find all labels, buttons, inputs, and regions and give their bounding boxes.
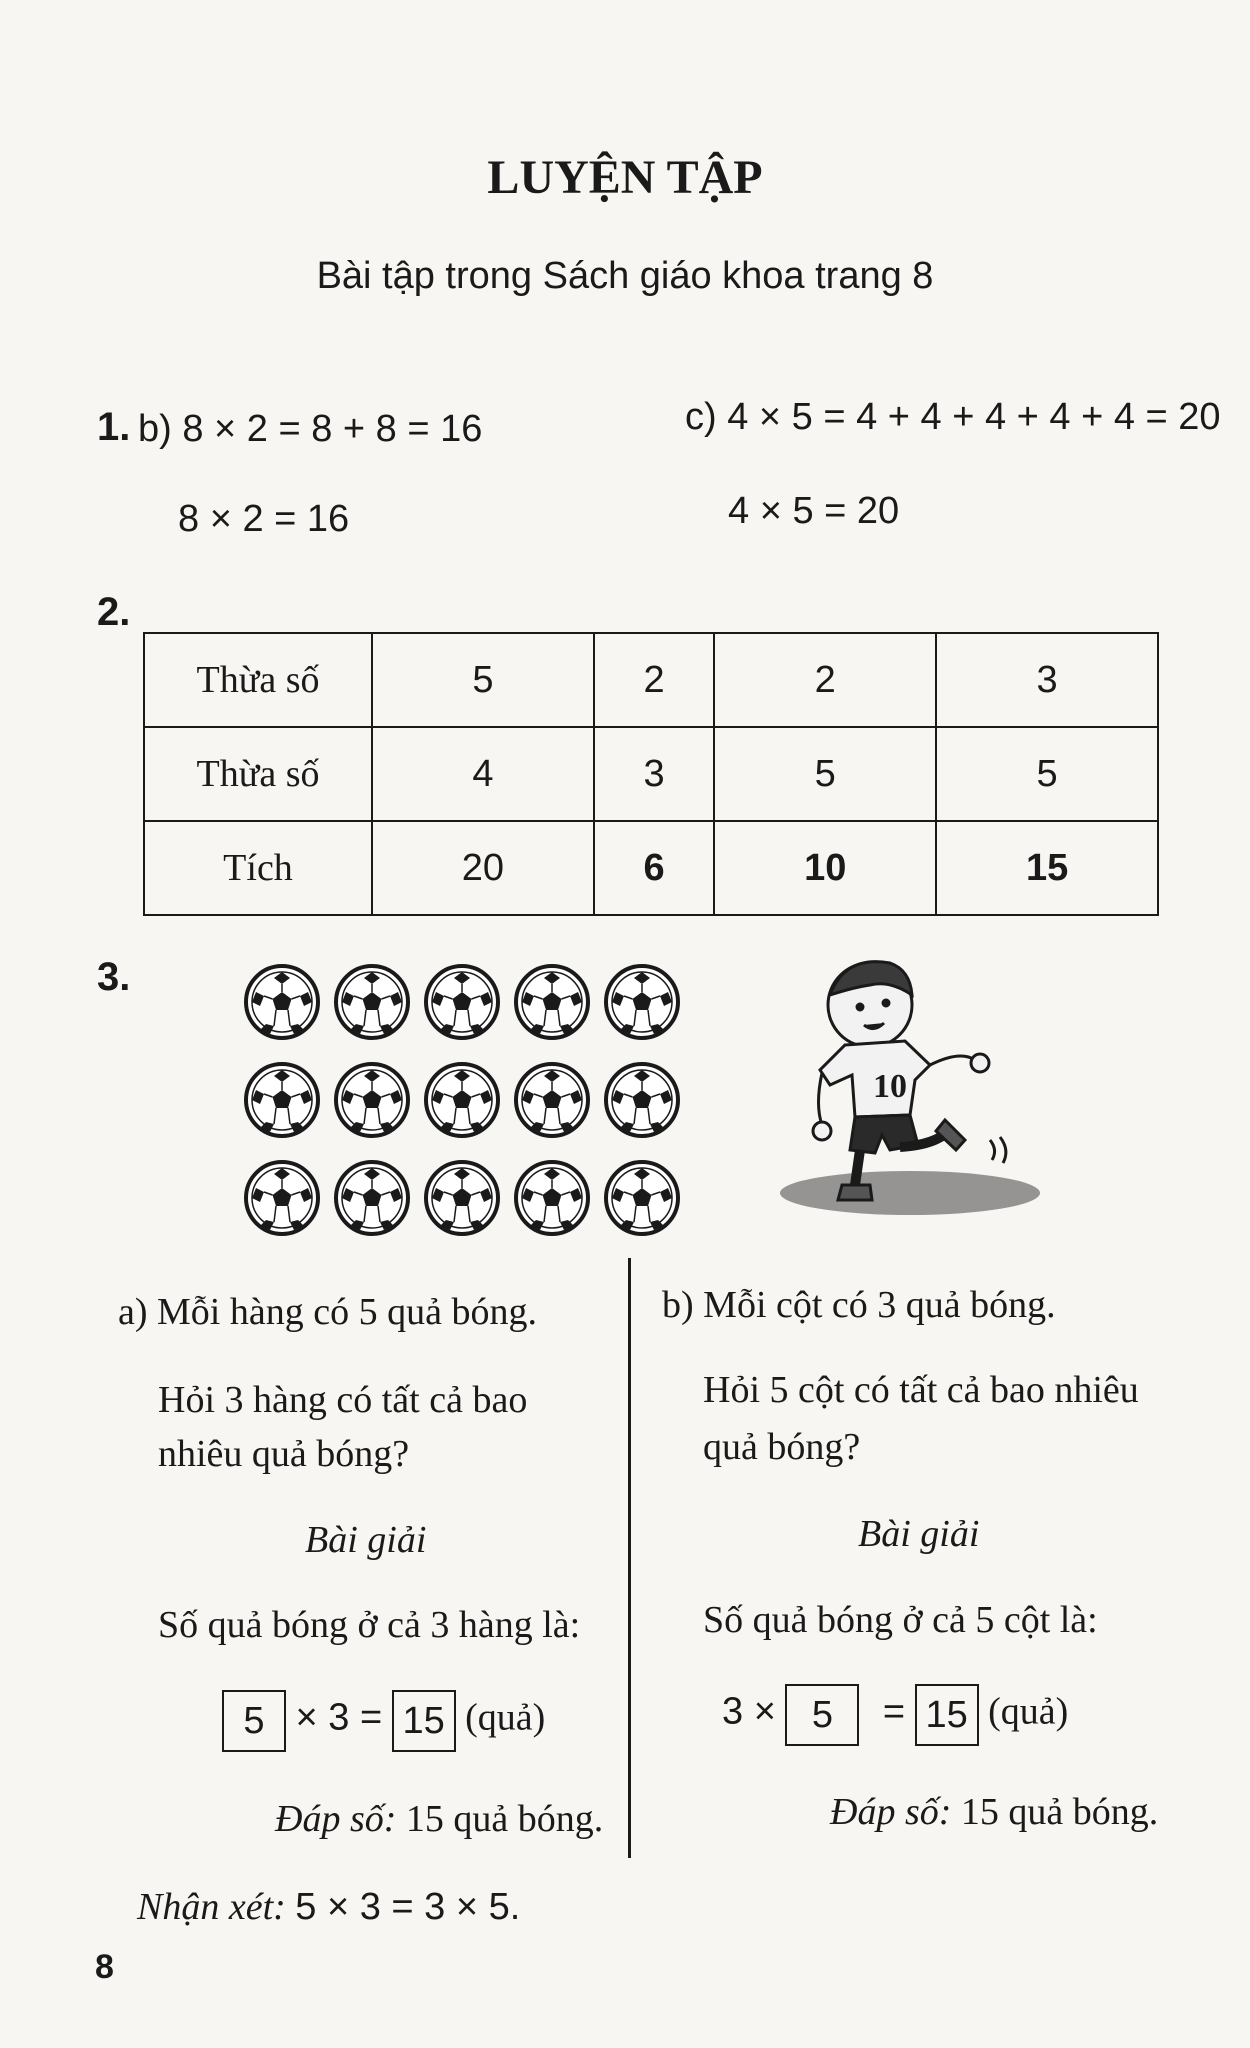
part-a-equation (222, 1690, 545, 1752)
part-a-line1: a) Mỗi hàng có 5 quả bóng. (118, 1291, 537, 1333)
equation-operator: = (882, 1690, 906, 1733)
exercise-1-label: 1. (97, 405, 131, 449)
answer-box: 5 (222, 1690, 286, 1752)
table-cell: 20 (372, 821, 594, 915)
answer-label: Đáp số: (830, 1791, 952, 1833)
part-b-line1: b) Mỗi cột có 3 quả bóng. (662, 1284, 1056, 1326)
part-a-line2: Hỏi 3 hàng có tất cả bao (158, 1379, 528, 1421)
equation-operator: × 3 = (295, 1696, 383, 1739)
table-row (144, 633, 1158, 727)
ball-row-3 (246, 1162, 678, 1234)
table-cell: 2 (594, 633, 715, 727)
ball-row-2 (246, 1064, 678, 1136)
table-row-head: Thừa số (144, 633, 372, 727)
page-title: LUYỆN TẬP (487, 151, 763, 204)
exercise-2-label: 2. (97, 590, 131, 634)
remark-value: 5 × 3 = 3 × 5. (295, 1886, 521, 1928)
table-cell: 2 (714, 633, 936, 727)
equation-unit: (quả) (988, 1690, 1069, 1733)
jersey-number: 10 (873, 1068, 907, 1105)
answer-label: Đáp số: (275, 1798, 397, 1840)
column-divider (628, 1258, 631, 1858)
table-cell: 3 (936, 633, 1158, 727)
table-cell: 5 (714, 727, 936, 821)
remark (137, 1885, 520, 1929)
part-b-line2: Hỏi 5 cột có tất cả bao nhiêu (703, 1369, 1139, 1411)
part-b-solution-title: Bài giải (858, 1513, 980, 1555)
remark-label: Nhận xét: (137, 1886, 286, 1928)
part-a-solution-title: Bài giải (305, 1519, 427, 1561)
exercise-1b-line1: b) 8 × 2 = 8 + 8 = 16 (138, 408, 483, 450)
answer-value: 15 quả bóng. (405, 1798, 604, 1840)
table-cell-answer: 6 (594, 821, 715, 915)
answer-box: 15 (915, 1684, 979, 1746)
table-row (144, 727, 1158, 821)
part-b-solution-text: Số quả bóng ở cả 5 cột là: (703, 1599, 1098, 1641)
multiplication-table (143, 632, 1159, 916)
equation-unit: (quả) (465, 1696, 546, 1739)
table-cell: 4 (372, 727, 594, 821)
exercise-1b-line2: 8 × 2 = 16 (178, 498, 350, 540)
table-row-head: Thừa số (144, 727, 372, 821)
part-a-line3: nhiêu quả bóng? (158, 1433, 410, 1475)
table-cell: 3 (594, 727, 715, 821)
table-cell: 5 (372, 633, 594, 727)
table-cell: 5 (936, 727, 1158, 821)
page-subtitle: Bài tập trong Sách giáo khoa trang 8 (316, 255, 934, 297)
soccer-balls-illustration (240, 960, 690, 1240)
exercise-3-label: 3. (97, 955, 131, 999)
page-number: 8 (95, 1948, 114, 1986)
part-a-answer (275, 1797, 603, 1841)
table-cell-answer: 10 (714, 821, 936, 915)
boy-playing-soccer-illustration (760, 945, 1060, 1235)
table-cell-answer: 15 (936, 821, 1158, 915)
answer-value: 15 quả bóng. (960, 1791, 1159, 1833)
exercise-1c-line1: c) 4 × 5 = 4 + 4 + 4 + 4 + 4 = 20 (685, 396, 1221, 438)
part-b-answer (830, 1790, 1158, 1834)
part-a-solution-text: Số quả bóng ở cả 3 hàng là: (158, 1604, 581, 1646)
answer-box: 15 (392, 1690, 456, 1752)
part-b-equation (722, 1684, 1068, 1746)
exercise-1c-line2: 4 × 5 = 20 (728, 490, 900, 532)
ball-row-1 (246, 966, 678, 1038)
answer-box: 5 (785, 1684, 859, 1746)
part-b-line3: quả bóng? (703, 1426, 861, 1468)
table-row-head: Tích (144, 821, 372, 915)
equation-prefix: 3 × (722, 1690, 776, 1733)
table-row (144, 821, 1158, 915)
